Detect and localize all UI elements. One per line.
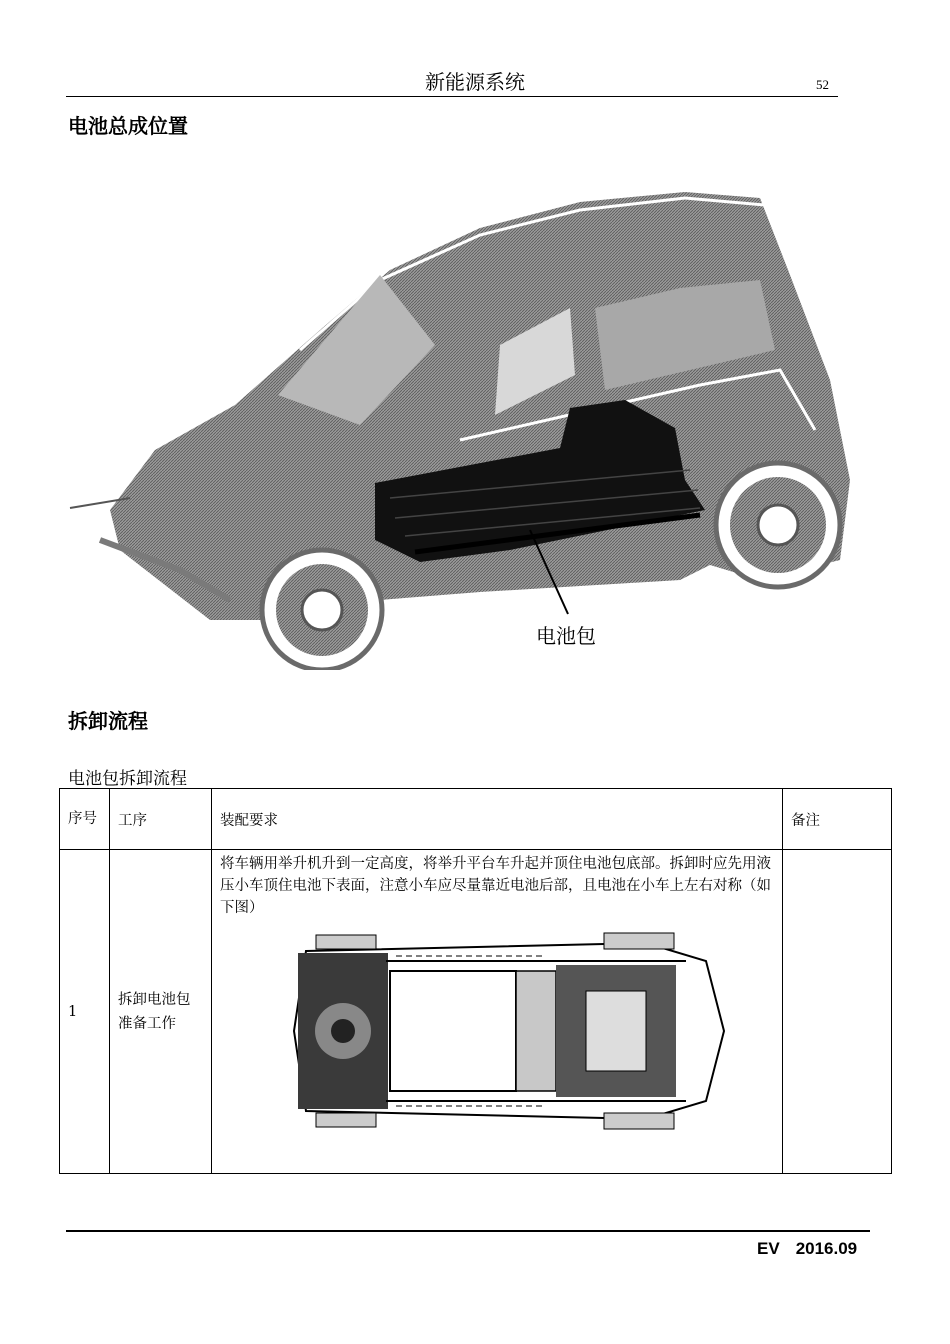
table-header-row (60, 789, 892, 850)
row-seq: 1 (60, 850, 110, 1174)
battery-pack-callout: 电池包 (536, 624, 596, 648)
column-header-requirement: 装配要求 (212, 789, 783, 850)
row-requirement-cell (212, 850, 783, 1174)
column-header-note: 备注 (783, 789, 892, 850)
table-caption: 电池包拆卸流程 (68, 769, 187, 789)
table-row (60, 850, 892, 1174)
footer-date: 2016.09 (795, 1239, 858, 1258)
chassis-underside-figure (286, 931, 726, 1131)
row-requirement-text: 将车辆用举升机升到一定高度，将举升平台车升起并顶住电池包底部。拆卸时应先用液压小车顶住电池下表面，注意小车应尽量靠近电池后部，且电池在小车上左右对称（如下图） (220, 856, 771, 916)
row-step: 拆卸电池包准备工作 (110, 850, 212, 1174)
row-note (783, 850, 892, 1174)
removal-process-table (59, 788, 892, 1174)
column-header-step: 工序 (110, 789, 212, 850)
section-heading-removal-process: 拆卸流程 (68, 709, 148, 733)
footer-divider (66, 1230, 870, 1232)
page-header-title: 新能源系统 (425, 70, 525, 94)
section-heading-battery-location: 电池总成位置 (68, 114, 188, 138)
footer-model: EV (757, 1239, 780, 1258)
page-number: 52 (816, 77, 829, 92)
header-divider (66, 96, 838, 97)
column-header-seq: 序号 (60, 789, 110, 850)
footer (757, 1239, 857, 1259)
vehicle-cutaway-figure (60, 180, 860, 670)
